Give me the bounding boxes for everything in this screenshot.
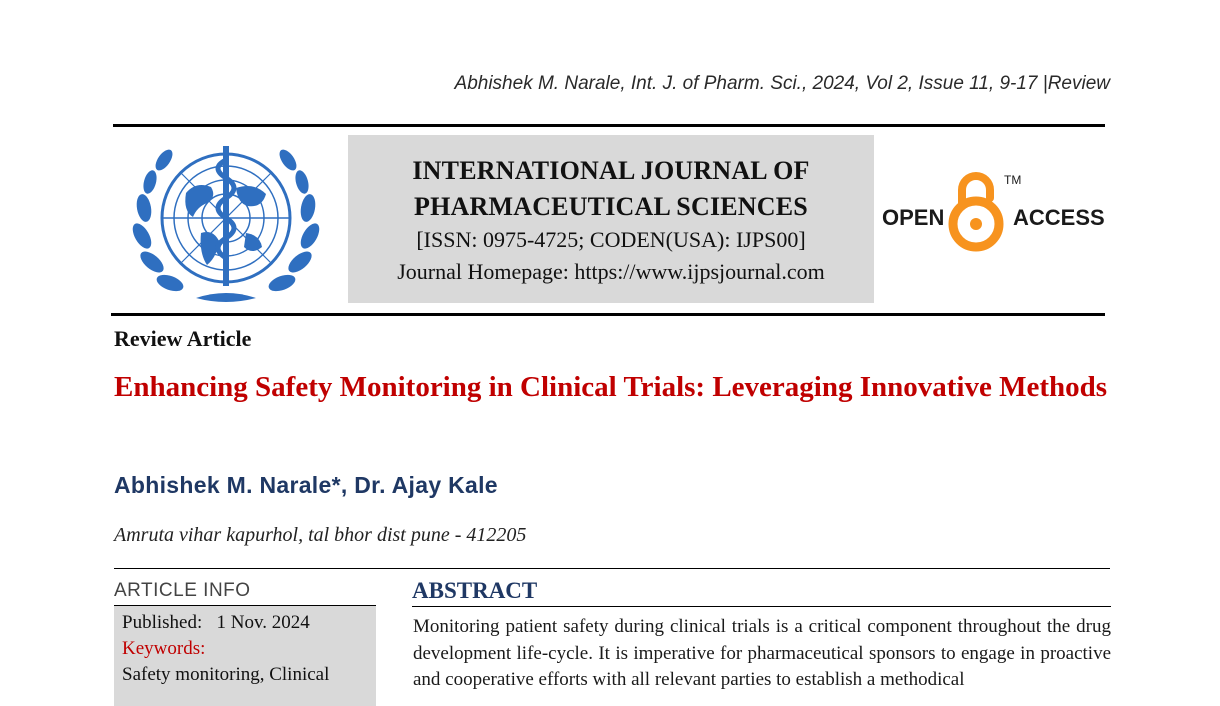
open-access-right-word: ACCESS (1013, 205, 1105, 230)
header-top-rule (113, 124, 1105, 127)
article-authors: Abhishek M. Narale*, Dr. Ajay Kale (114, 472, 498, 498)
published-label: Published: (122, 612, 203, 633)
published-date: 1 Nov. 2024 (216, 612, 310, 633)
open-access-logo (880, 168, 1110, 254)
abstract-rule (412, 606, 1111, 607)
running-header-citation: Abhishek M. Narale, Int. J. of Pharm. Sci., 2024, Vol 2, Issue 11, 9-17 |Review (454, 73, 1110, 94)
journal-masthead (348, 135, 874, 303)
article-info-box (114, 606, 376, 706)
journal-homepage-link[interactable]: Journal Homepage: https://www.ijpsjournal.com (397, 259, 825, 284)
journal-title-line1: INTERNATIONAL JOURNAL OF (412, 156, 810, 185)
abstract-heading: ABSTRACT (412, 578, 538, 603)
published-row (122, 610, 368, 636)
author-affiliation: Amruta vihar kapurhol, tal bhor dist pune - 412205 (114, 524, 527, 546)
issn-line: [ISSN: 0975-4725; CODEN(USA): IJPS00] (416, 227, 806, 252)
article-info-heading: ARTICLE INFO (114, 580, 251, 601)
section-divider (114, 568, 1110, 569)
tm-mark: TM (1004, 173, 1022, 187)
abstract-body: Monitoring patient safety during clinical trials is a critical component throughout the drug development life-cycle. It is imperative for pharmaceutical sponsors to engage in proactive and cooperative efforts with all relevant parties to establish a methodical (413, 616, 1111, 690)
header-bottom-rule (111, 313, 1105, 316)
journal-emblem-logo (126, 138, 326, 306)
keywords-list: Safety monitoring, Clinical (122, 664, 330, 685)
article-title: Enhancing Safety Monitoring in Clinical Trials: Leveraging Innovative Methods (114, 371, 1108, 403)
open-padlock-icon (953, 176, 999, 247)
article-type-label: Review Article (114, 326, 252, 351)
keywords-label: Keywords: (122, 638, 206, 659)
journal-title (348, 153, 874, 225)
open-access-left-word: OPEN (882, 205, 945, 230)
journal-title-line2: PHARMACEUTICAL SCIENCES (414, 192, 808, 221)
